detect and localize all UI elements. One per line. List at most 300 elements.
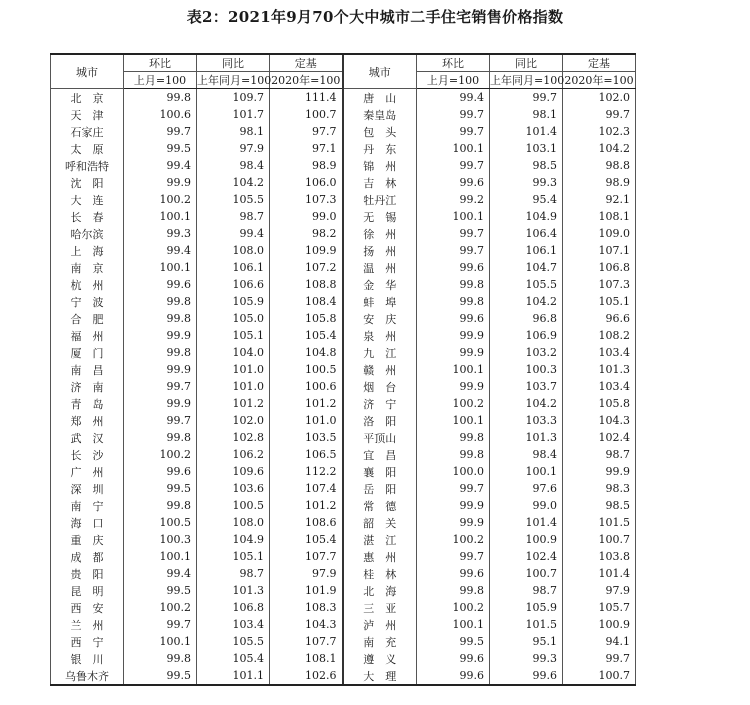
left-base-cell: 97.1 xyxy=(270,140,343,157)
right-mom-cell: 99.7 xyxy=(417,225,490,242)
right-city-cell: 南 充 xyxy=(343,633,417,650)
left-mom-cell: 99.4 xyxy=(124,242,197,259)
table-row xyxy=(51,497,636,514)
left-city-cell: 天 津 xyxy=(51,106,124,123)
right-yoy-cell: 104.2 xyxy=(490,395,563,412)
right-base-cell: 105.7 xyxy=(563,599,636,616)
left-yoy-cell: 104.9 xyxy=(197,531,270,548)
right-yoy-cell: 105.9 xyxy=(490,599,563,616)
left-city-cell: 南 昌 xyxy=(51,361,124,378)
right-city-cell: 安 庆 xyxy=(343,310,417,327)
left-mom-cell: 100.2 xyxy=(124,599,197,616)
left-city-cell: 北 京 xyxy=(51,89,124,107)
left-city-cell: 深 圳 xyxy=(51,480,124,497)
table-row xyxy=(51,327,636,344)
left-mom-cell: 99.7 xyxy=(124,412,197,429)
right-base-cell: 103.4 xyxy=(563,344,636,361)
right-city-cell: 扬 州 xyxy=(343,242,417,259)
right-base-cell: 102.3 xyxy=(563,123,636,140)
left-base-cell: 112.2 xyxy=(270,463,343,480)
right-city-cell: 蚌 埠 xyxy=(343,293,417,310)
left-base-cell: 100.6 xyxy=(270,378,343,395)
right-yoy-cell: 95.4 xyxy=(490,191,563,208)
left-mom-cell: 99.4 xyxy=(124,157,197,174)
left-city-cell: 厦 门 xyxy=(51,344,124,361)
left-yoy-cell: 105.1 xyxy=(197,548,270,565)
right-yoy-cell: 102.4 xyxy=(490,548,563,565)
table-row xyxy=(51,531,636,548)
left-mom-cell: 99.3 xyxy=(124,225,197,242)
left-yoy-cell: 101.3 xyxy=(197,582,270,599)
left-yoy-cell: 98.4 xyxy=(197,157,270,174)
right-city-cell: 赣 州 xyxy=(343,361,417,378)
table-row xyxy=(51,208,636,225)
left-city-cell: 济 南 xyxy=(51,378,124,395)
table-row xyxy=(51,548,636,565)
left-base-cell: 107.7 xyxy=(270,633,343,650)
table-row xyxy=(51,412,636,429)
right-mom-cell: 100.0 xyxy=(417,463,490,480)
left-mom-cell: 99.5 xyxy=(124,480,197,497)
left-city-cell: 兰 州 xyxy=(51,616,124,633)
right-mom-cell: 99.7 xyxy=(417,548,490,565)
right-city-cell: 徐 州 xyxy=(343,225,417,242)
right-base-cell: 101.4 xyxy=(563,565,636,582)
left-city-cell: 呼和浩特 xyxy=(51,157,124,174)
right-yoy-cell: 101.5 xyxy=(490,616,563,633)
table-row xyxy=(51,225,636,242)
right-mom-cell: 99.8 xyxy=(417,276,490,293)
header-city-left: 城市 xyxy=(51,54,124,89)
left-mom-cell: 100.3 xyxy=(124,531,197,548)
table-row xyxy=(51,276,636,293)
left-base-cell: 105.8 xyxy=(270,310,343,327)
left-city-cell: 石家庄 xyxy=(51,123,124,140)
left-yoy-cell: 105.4 xyxy=(197,650,270,667)
table-row xyxy=(51,259,636,276)
right-city-cell: 襄 阳 xyxy=(343,463,417,480)
left-base-cell: 107.2 xyxy=(270,259,343,276)
left-mom-cell: 99.9 xyxy=(124,327,197,344)
right-base-cell: 98.5 xyxy=(563,497,636,514)
left-base-cell: 107.4 xyxy=(270,480,343,497)
left-base-cell: 101.2 xyxy=(270,497,343,514)
left-mom-cell: 99.8 xyxy=(124,650,197,667)
right-city-cell: 唐 山 xyxy=(343,89,417,107)
right-yoy-cell: 98.7 xyxy=(490,582,563,599)
left-yoy-cell: 108.0 xyxy=(197,514,270,531)
right-mom-cell: 99.6 xyxy=(417,667,490,685)
left-yoy-cell: 104.2 xyxy=(197,174,270,191)
right-yoy-cell: 98.5 xyxy=(490,157,563,174)
right-base-cell: 105.1 xyxy=(563,293,636,310)
right-base-cell: 98.3 xyxy=(563,480,636,497)
table-row xyxy=(51,157,636,174)
right-city-cell: 九 江 xyxy=(343,344,417,361)
left-city-cell: 南 宁 xyxy=(51,497,124,514)
left-base-cell: 107.7 xyxy=(270,548,343,565)
left-mom-cell: 99.8 xyxy=(124,89,197,107)
right-base-cell: 100.9 xyxy=(563,616,636,633)
right-city-cell: 湛 江 xyxy=(343,531,417,548)
right-yoy-cell: 101.4 xyxy=(490,123,563,140)
right-yoy-cell: 96.8 xyxy=(490,310,563,327)
right-base-cell: 104.3 xyxy=(563,412,636,429)
right-base-cell: 94.1 xyxy=(563,633,636,650)
left-mom-cell: 99.5 xyxy=(124,140,197,157)
table-row xyxy=(51,667,636,685)
left-mom-cell: 99.4 xyxy=(124,565,197,582)
left-base-cell: 108.6 xyxy=(270,514,343,531)
right-yoy-cell: 101.4 xyxy=(490,514,563,531)
left-mom-cell: 100.6 xyxy=(124,106,197,123)
right-city-cell: 包 头 xyxy=(343,123,417,140)
right-mom-cell: 99.6 xyxy=(417,650,490,667)
right-base-cell: 99.7 xyxy=(563,650,636,667)
left-yoy-cell: 104.0 xyxy=(197,344,270,361)
right-mom-cell: 99.8 xyxy=(417,446,490,463)
right-mom-cell: 100.1 xyxy=(417,140,490,157)
right-base-cell: 97.9 xyxy=(563,582,636,599)
right-city-cell: 烟 台 xyxy=(343,378,417,395)
left-yoy-cell: 101.0 xyxy=(197,378,270,395)
right-yoy-cell: 104.7 xyxy=(490,259,563,276)
right-city-cell: 无 锡 xyxy=(343,208,417,225)
right-yoy-cell: 99.7 xyxy=(490,89,563,107)
right-city-cell: 韶 关 xyxy=(343,514,417,531)
left-city-cell: 宁 波 xyxy=(51,293,124,310)
left-yoy-cell: 98.7 xyxy=(197,565,270,582)
left-yoy-cell: 105.0 xyxy=(197,310,270,327)
right-base-cell: 101.5 xyxy=(563,514,636,531)
right-base-cell: 104.2 xyxy=(563,140,636,157)
right-base-cell: 107.1 xyxy=(563,242,636,259)
right-base-cell: 98.7 xyxy=(563,446,636,463)
left-city-cell: 贵 阳 xyxy=(51,565,124,582)
right-base-cell: 103.8 xyxy=(563,548,636,565)
left-yoy-cell: 103.6 xyxy=(197,480,270,497)
right-city-cell: 三 亚 xyxy=(343,599,417,616)
table-row xyxy=(51,293,636,310)
left-base-cell: 100.5 xyxy=(270,361,343,378)
left-mom-cell: 100.1 xyxy=(124,208,197,225)
right-city-cell: 秦皇岛 xyxy=(343,106,417,123)
left-city-cell: 西 安 xyxy=(51,599,124,616)
right-mom-cell: 99.7 xyxy=(417,480,490,497)
left-city-cell: 哈尔滨 xyxy=(51,225,124,242)
right-base-cell: 106.8 xyxy=(563,259,636,276)
left-mom-cell: 99.7 xyxy=(124,616,197,633)
header-mom-sub-right: 上月=100 xyxy=(417,72,490,89)
left-base-cell: 100.7 xyxy=(270,106,343,123)
header-mom-sub-left: 上月=100 xyxy=(124,72,197,89)
left-city-cell: 青 岛 xyxy=(51,395,124,412)
left-base-cell: 101.9 xyxy=(270,582,343,599)
right-mom-cell: 99.7 xyxy=(417,242,490,259)
header-base-sub-left: 2020年=100 xyxy=(270,72,343,89)
right-city-cell: 锦 州 xyxy=(343,157,417,174)
left-base-cell: 108.4 xyxy=(270,293,343,310)
left-city-cell: 太 原 xyxy=(51,140,124,157)
table-row xyxy=(51,395,636,412)
right-mom-cell: 99.8 xyxy=(417,582,490,599)
left-base-cell: 106.5 xyxy=(270,446,343,463)
table-row xyxy=(51,616,636,633)
left-yoy-cell: 102.8 xyxy=(197,429,270,446)
left-city-cell: 福 州 xyxy=(51,327,124,344)
right-city-cell: 泉 州 xyxy=(343,327,417,344)
right-yoy-cell: 106.1 xyxy=(490,242,563,259)
right-mom-cell: 99.9 xyxy=(417,514,490,531)
right-mom-cell: 99.2 xyxy=(417,191,490,208)
right-city-cell: 遵 义 xyxy=(343,650,417,667)
table-row xyxy=(51,565,636,582)
left-mom-cell: 99.9 xyxy=(124,361,197,378)
table-title: 表2：2021年9月70个大中城市二手住宅销售价格指数 xyxy=(186,8,564,26)
left-yoy-cell: 98.7 xyxy=(197,208,270,225)
left-base-cell: 106.0 xyxy=(270,174,343,191)
right-city-cell: 泸 州 xyxy=(343,616,417,633)
left-city-cell: 海 口 xyxy=(51,514,124,531)
right-mom-cell: 99.6 xyxy=(417,259,490,276)
left-city-cell: 重 庆 xyxy=(51,531,124,548)
left-yoy-cell: 105.5 xyxy=(197,633,270,650)
left-mom-cell: 100.5 xyxy=(124,514,197,531)
left-yoy-cell: 102.0 xyxy=(197,412,270,429)
table-row xyxy=(51,89,636,107)
right-yoy-cell: 99.3 xyxy=(490,650,563,667)
left-base-cell: 104.3 xyxy=(270,616,343,633)
right-base-cell: 105.8 xyxy=(563,395,636,412)
left-yoy-cell: 101.1 xyxy=(197,667,270,685)
table-row xyxy=(51,106,636,123)
right-mom-cell: 99.9 xyxy=(417,327,490,344)
table-row xyxy=(51,344,636,361)
left-city-cell: 上 海 xyxy=(51,242,124,259)
left-mom-cell: 99.9 xyxy=(124,395,197,412)
right-city-cell: 常 德 xyxy=(343,497,417,514)
header-yoy-left: 同比 xyxy=(197,54,270,72)
right-mom-cell: 99.5 xyxy=(417,633,490,650)
right-city-cell: 桂 林 xyxy=(343,565,417,582)
right-yoy-cell: 103.2 xyxy=(490,344,563,361)
right-base-cell: 98.8 xyxy=(563,157,636,174)
table-row xyxy=(51,140,636,157)
right-city-cell: 济 宁 xyxy=(343,395,417,412)
right-mom-cell: 100.2 xyxy=(417,531,490,548)
right-base-cell: 99.9 xyxy=(563,463,636,480)
left-mom-cell: 99.5 xyxy=(124,582,197,599)
right-yoy-cell: 99.0 xyxy=(490,497,563,514)
right-base-cell: 108.1 xyxy=(563,208,636,225)
right-mom-cell: 100.1 xyxy=(417,208,490,225)
left-yoy-cell: 99.4 xyxy=(197,225,270,242)
right-base-cell: 101.3 xyxy=(563,361,636,378)
left-base-cell: 109.9 xyxy=(270,242,343,259)
right-mom-cell: 99.6 xyxy=(417,174,490,191)
table-row xyxy=(51,361,636,378)
table-row xyxy=(51,514,636,531)
table-row xyxy=(51,429,636,446)
left-base-cell: 107.3 xyxy=(270,191,343,208)
right-city-cell: 岳 阳 xyxy=(343,480,417,497)
right-yoy-cell: 100.3 xyxy=(490,361,563,378)
right-yoy-cell: 105.5 xyxy=(490,276,563,293)
left-yoy-cell: 105.9 xyxy=(197,293,270,310)
left-city-cell: 合 肥 xyxy=(51,310,124,327)
right-mom-cell: 99.9 xyxy=(417,497,490,514)
price-index-table xyxy=(50,53,636,686)
right-base-cell: 103.4 xyxy=(563,378,636,395)
right-mom-cell: 100.1 xyxy=(417,412,490,429)
right-yoy-cell: 99.6 xyxy=(490,667,563,685)
right-mom-cell: 99.9 xyxy=(417,344,490,361)
right-yoy-cell: 100.7 xyxy=(490,565,563,582)
left-mom-cell: 100.2 xyxy=(124,191,197,208)
left-yoy-cell: 98.1 xyxy=(197,123,270,140)
right-base-cell: 100.7 xyxy=(563,667,636,685)
left-base-cell: 98.2 xyxy=(270,225,343,242)
header-base-sub-right: 2020年=100 xyxy=(563,72,636,89)
table-row xyxy=(51,310,636,327)
table-row xyxy=(51,463,636,480)
left-mom-cell: 100.1 xyxy=(124,259,197,276)
header-yoy-right: 同比 xyxy=(490,54,563,72)
table-row xyxy=(51,480,636,497)
right-mom-cell: 99.9 xyxy=(417,378,490,395)
table-row xyxy=(51,650,636,667)
right-mom-cell: 100.2 xyxy=(417,395,490,412)
right-yoy-cell: 101.3 xyxy=(490,429,563,446)
left-base-cell: 98.9 xyxy=(270,157,343,174)
left-base-cell: 108.1 xyxy=(270,650,343,667)
table-row xyxy=(51,191,636,208)
left-yoy-cell: 108.0 xyxy=(197,242,270,259)
left-yoy-cell: 106.6 xyxy=(197,276,270,293)
left-city-cell: 杭 州 xyxy=(51,276,124,293)
header-city-right: 城市 xyxy=(343,54,417,89)
right-yoy-cell: 97.6 xyxy=(490,480,563,497)
right-yoy-cell: 103.7 xyxy=(490,378,563,395)
right-mom-cell: 100.1 xyxy=(417,361,490,378)
left-base-cell: 97.9 xyxy=(270,565,343,582)
left-base-cell: 105.4 xyxy=(270,327,343,344)
left-mom-cell: 100.2 xyxy=(124,446,197,463)
left-base-cell: 101.0 xyxy=(270,412,343,429)
left-base-cell: 102.6 xyxy=(270,667,343,685)
header-yoy-sub-right: 上年同月=100 xyxy=(490,72,563,89)
right-base-cell: 100.7 xyxy=(563,531,636,548)
right-base-cell: 102.0 xyxy=(563,89,636,107)
right-yoy-cell: 100.1 xyxy=(490,463,563,480)
right-yoy-cell: 104.9 xyxy=(490,208,563,225)
table-row xyxy=(51,582,636,599)
right-city-cell: 金 华 xyxy=(343,276,417,293)
left-yoy-cell: 109.6 xyxy=(197,463,270,480)
header-base-left: 定基 xyxy=(270,54,343,72)
right-mom-cell: 99.7 xyxy=(417,106,490,123)
right-city-cell: 丹 东 xyxy=(343,140,417,157)
table-row xyxy=(51,599,636,616)
right-base-cell: 107.3 xyxy=(563,276,636,293)
table-row xyxy=(51,378,636,395)
left-city-cell: 大 连 xyxy=(51,191,124,208)
right-yoy-cell: 106.4 xyxy=(490,225,563,242)
left-yoy-cell: 103.4 xyxy=(197,616,270,633)
left-base-cell: 108.3 xyxy=(270,599,343,616)
left-city-cell: 银 川 xyxy=(51,650,124,667)
left-mom-cell: 99.6 xyxy=(124,463,197,480)
left-city-cell: 广 州 xyxy=(51,463,124,480)
right-yoy-cell: 95.1 xyxy=(490,633,563,650)
left-yoy-cell: 106.1 xyxy=(197,259,270,276)
right-city-cell: 洛 阳 xyxy=(343,412,417,429)
left-base-cell: 97.7 xyxy=(270,123,343,140)
left-base-cell: 101.2 xyxy=(270,395,343,412)
header-row-top xyxy=(51,54,636,72)
right-mom-cell: 100.1 xyxy=(417,616,490,633)
right-mom-cell: 99.8 xyxy=(417,429,490,446)
left-mom-cell: 99.6 xyxy=(124,276,197,293)
left-base-cell: 104.8 xyxy=(270,344,343,361)
right-city-cell: 大 理 xyxy=(343,667,417,685)
left-base-cell: 108.8 xyxy=(270,276,343,293)
right-base-cell: 98.9 xyxy=(563,174,636,191)
header-mom-left: 环比 xyxy=(124,54,197,72)
right-base-cell: 92.1 xyxy=(563,191,636,208)
table-row xyxy=(51,174,636,191)
left-city-cell: 昆 明 xyxy=(51,582,124,599)
left-mom-cell: 99.8 xyxy=(124,293,197,310)
right-city-cell: 宜 昌 xyxy=(343,446,417,463)
left-yoy-cell: 100.5 xyxy=(197,497,270,514)
left-yoy-cell: 97.9 xyxy=(197,140,270,157)
left-base-cell: 111.4 xyxy=(270,89,343,107)
left-base-cell: 99.0 xyxy=(270,208,343,225)
right-yoy-cell: 104.2 xyxy=(490,293,563,310)
left-yoy-cell: 105.1 xyxy=(197,327,270,344)
right-mom-cell: 100.2 xyxy=(417,599,490,616)
left-city-cell: 郑 州 xyxy=(51,412,124,429)
left-yoy-cell: 101.2 xyxy=(197,395,270,412)
right-base-cell: 96.6 xyxy=(563,310,636,327)
right-mom-cell: 99.6 xyxy=(417,310,490,327)
right-mom-cell: 99.7 xyxy=(417,157,490,174)
left-yoy-cell: 101.0 xyxy=(197,361,270,378)
left-city-cell: 南 京 xyxy=(51,259,124,276)
right-mom-cell: 99.8 xyxy=(417,293,490,310)
right-city-cell: 牡丹江 xyxy=(343,191,417,208)
table-row xyxy=(51,123,636,140)
right-yoy-cell: 103.3 xyxy=(490,412,563,429)
header-yoy-sub-left: 上年同月=100 xyxy=(197,72,270,89)
left-mom-cell: 100.1 xyxy=(124,633,197,650)
left-yoy-cell: 105.5 xyxy=(197,191,270,208)
left-mom-cell: 99.5 xyxy=(124,667,197,685)
right-city-cell: 惠 州 xyxy=(343,548,417,565)
left-yoy-cell: 101.7 xyxy=(197,106,270,123)
left-yoy-cell: 106.8 xyxy=(197,599,270,616)
right-base-cell: 102.4 xyxy=(563,429,636,446)
right-yoy-cell: 103.1 xyxy=(490,140,563,157)
left-mom-cell: 99.7 xyxy=(124,378,197,395)
left-mom-cell: 99.8 xyxy=(124,497,197,514)
right-mom-cell: 99.6 xyxy=(417,565,490,582)
left-mom-cell: 99.8 xyxy=(124,429,197,446)
right-base-cell: 109.0 xyxy=(563,225,636,242)
right-city-cell: 温 州 xyxy=(343,259,417,276)
left-mom-cell: 100.1 xyxy=(124,548,197,565)
